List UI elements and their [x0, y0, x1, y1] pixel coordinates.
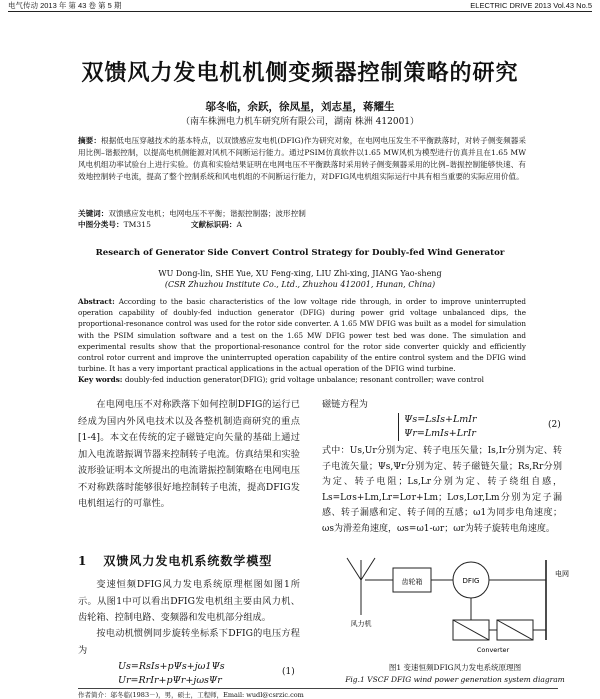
section-1-heading: [78, 552, 300, 569]
class-value: TM315: [123, 220, 151, 229]
doc-code-label: 文献标识码：: [190, 220, 237, 229]
class-label: 中图分类号：: [78, 220, 124, 229]
grid-label: 电网: [555, 570, 569, 578]
equation-1-line-1: Us=RsIs+pΨs+jω1Ψs: [118, 661, 225, 672]
abstract-cn-text: 根据低电压穿越技术的基本特点，以双馈感应发电机(DFIG)作为研究对象，在电网电压发生不平衡跌落时，对转子侧变频器采用比例–谐振控制，以提高电机侧能源对风机不间断运行能力。通过PSIM仿真软件以1.65 MW风机为模型进行仿真并且在1.65 MW风电机组功率试验台上进行实验。仿真和实验结果证明在电网电压不平衡跌落时采用转子侧变频器采用的比例–谐振控制能够快速、有效地控制转子电流，提高了整个控制系统和风电机组的不间断运行能力，对DFIG风电机组实际运行中具有相当重要的实际应用价值。: [78, 136, 526, 181]
section-1-paragraph-2: 按电动机惯例同步旋转坐标系下DFIG的电压方程为: [78, 628, 300, 656]
title-en: Research of Generator Side Convert Control Strategy for Doubly-fed Wind Generator: [95, 248, 505, 258]
equation-2-line-1: Ψs=LsIs+LmIr: [404, 414, 477, 425]
affiliation-en: (CSR Zhuzhou Institute Co., Ltd., Zhuzhou 412001, Hunan, China): [164, 280, 436, 289]
equation-1-line-2: Ur=RrIr+pΨr+jωsΨr: [118, 675, 222, 686]
keywords-en: [78, 374, 526, 385]
keywords-en-label: Key words:: [78, 375, 123, 384]
abstract-en-label: Abstract:: [78, 297, 115, 306]
rotor-converter-diagonal: [453, 620, 489, 640]
flux-lead: 磁链方程为: [322, 399, 368, 410]
section-1-number: 1: [78, 554, 88, 568]
figure-1-caption-cn: 图1 变速恒频DFIG风力发电系统原理图: [388, 663, 522, 672]
generator-label: DFIG: [462, 577, 480, 585]
abstract-cn-label: 摘要：: [78, 136, 101, 145]
system-diagram: [341, 540, 569, 658]
header-journal-en: ELECTRIC DRIVE 2013 Vol.43 No.5: [470, 1, 592, 10]
keywords-en-text: doubly-fed induction generator(DFIG); grid voltage unbalance; resonant controller; wave control: [124, 375, 484, 384]
turbine-label: 风力机: [350, 620, 372, 628]
authors-en: WU Dong-lin, SHE Yue, XU Feng-xing, LIU Zhi-xing, JIANG Yao-sheng: [158, 269, 442, 278]
equation-2-number: (2): [548, 420, 561, 430]
header-journal: 电气传动 2013 年 第 43 卷 第 5 期: [8, 1, 122, 10]
keywords-cn-text: 双馈感应发电机；电网电压不平衡；谐振控制器；波形控制: [108, 209, 306, 218]
symbol-definitions: 式中：Us,Ur分别为定、转子电压矢量；Is,Ir分别为定、转子电流矢量；Ψs,Ψr分别为定、转子磁链矢量；Rs,Rr分别为定、转子电阻；Ls,Lr分别为定、转子绕组自感，Ls=Lσs+Lm,Lr=Lσr+Lm；Lσs,Lσr,Lm分别为定子漏感、转子漏感和定、转子间的互感；ω1为同步电角速度；ωs为滑差角速度，ωs=ω1-ωr；ωr为转子旋转电角速度。: [322, 446, 562, 534]
abstract-en: [78, 296, 526, 374]
equation-1-number: (1): [282, 667, 295, 677]
paper-title: 双馈风力发电机机侧变频器控制策略的研究: [81, 60, 519, 86]
figure-1: [341, 540, 569, 658]
section-1-paragraph: 变速恒频DFIG风力发电系统原理框图如图1所示。从图1中可以看出DFIG发电机组主要由风力机、齿轮箱、控制电路、变频器和发电机部分组成。: [78, 579, 300, 623]
gearbox-label: 齿轮箱: [401, 578, 423, 586]
abstract-en-text: According to the basic characteristics of the low voltage ride through, in order to improve uninterrupted operation capability of doubly-fed induction generator (DFIG) during power grid voltage unbalanced dips, the proportional-resonance control was used for the rotor side converter. A 1.65 MW DFIG was built as a model for simulation with the PSIM simulation software and a test on the 1.65 MW DFIG power test bed was done. The simulation and experimental results show that the proportional-resonance control for the rotor side converter quickly and efficiently control rotor current and improve the uninterrupted operation capability of the entire control system and the DFIG wind turbine. It has a very important practical applications in the actual operation of the DFIG wind turbine.: [78, 297, 526, 374]
section-1-title: 双馈风力发电机系统数学模型: [103, 554, 273, 568]
affiliation-cn: （南车株洲电力机车研究所有限公司，湖南 株洲 412001）: [180, 117, 420, 127]
equation-1: [118, 660, 258, 688]
equation-2: [398, 413, 524, 441]
author-footnote: 作者简介：邬冬临(1983－)，男，硕士，工程师，Email: wudl@csrzic.com: [78, 688, 558, 699]
abstract-cn: [78, 135, 526, 183]
figure-1-caption-en: Fig.1 VSCF DFIG wind power generation system diagram: [345, 675, 565, 684]
converter-label: Converter: [476, 646, 510, 654]
running-header: [8, 0, 592, 12]
equation-2-line-2: Ψr=LmIs+LrIr: [404, 428, 476, 439]
keywords-cn-label: 关键词：: [78, 209, 109, 218]
grid-converter-diagonal: [497, 620, 533, 640]
doc-code-value: A: [236, 220, 242, 229]
intro-paragraph: 在电网电压不对称跌落下如何控制DFIG的运行已经成为国内外风电技术以及各整机制造商研究的重点[1-4]。本文在传统的定子磁链定向矢量的基础上通过加入电流谐振调节器来控制转子电流。仿真结果和实验波形验证明本文所提出的电流谐振控制策略在电网电压不对称跌落时能够很好地控制转子电流，提高DFIG发电机组运行的可靠性。: [78, 399, 300, 509]
authors-cn: 邬冬临，余跃，徐凤星，刘志星，蒋耀生: [205, 101, 395, 113]
keywords-cn: [78, 208, 526, 230]
